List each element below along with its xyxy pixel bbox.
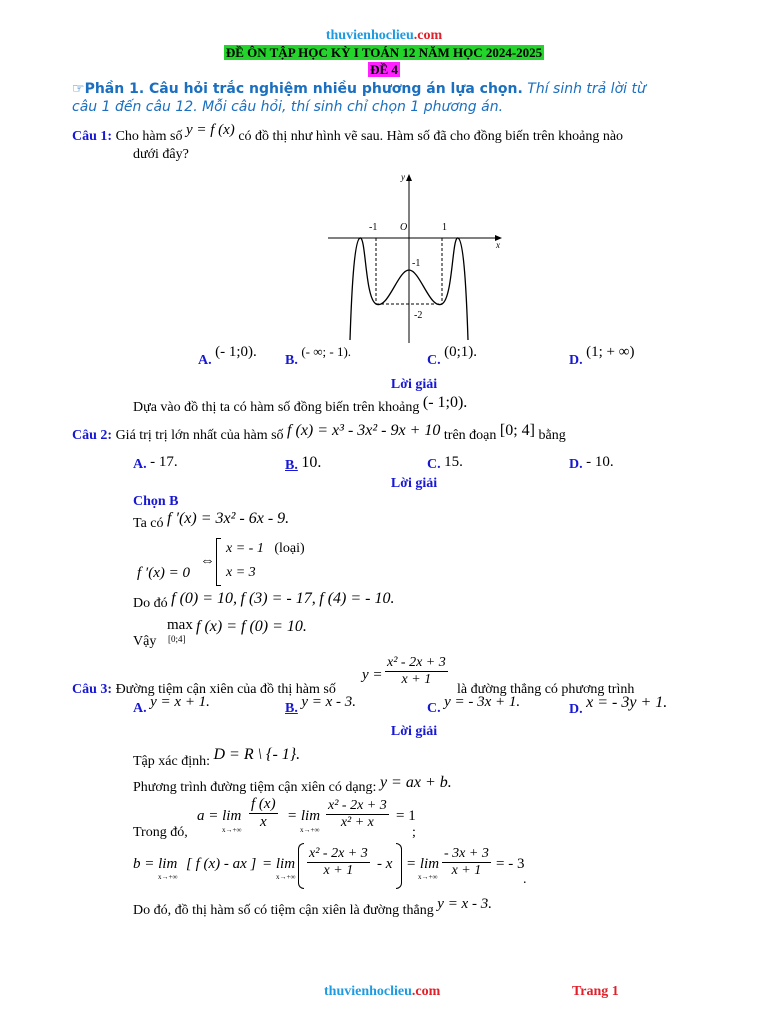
intercept-b-lim-sub2: x→+∞ — [276, 873, 296, 881]
question-2-stem: Câu 2: Giá trị trị lớn nhất của hàm số f (x) = x³ - 3x² - 9x + 10 trên đoạn [0; 4] bằng — [72, 422, 566, 443]
question-1-option-c[interactable]: C. (0;1). — [427, 344, 478, 368]
intercept-b-frac2: $\frac{- 3x + 3}{x + 1}$ — [444, 846, 489, 878]
slope-a-frac1: $\frac{f (x)}{x}$ — [251, 796, 276, 830]
question-2-solution-heading: Lời giải — [390, 476, 438, 491]
tick-label-y-neg1: -1 — [412, 258, 421, 269]
footer-site-logo: thuvienhoclieu.com — [324, 984, 441, 999]
question-2-conclusion-label: Vậy — [133, 634, 157, 649]
question-2-max-value: f (x) = f (0) = 10. — [196, 618, 307, 635]
question-3-option-c[interactable]: C. y = - 3x + 1. — [427, 694, 521, 716]
question-2-values: Do đó f (0) = 10, f (3) = - 17, f (4) = - 10. — [133, 590, 395, 611]
intercept-b-minus-x: - x — [377, 856, 393, 872]
critical-point-1: x = - 1 (loại) — [226, 541, 305, 556]
page-number: Trang 1 — [572, 984, 619, 999]
question-1-solution-text: Dựa vào đồ thị ta có hàm số đồng biến trên khoảng (- 1;0). — [133, 394, 468, 415]
question-2-option-d[interactable]: D. - 10. — [569, 454, 614, 472]
tick-label-x-neg1: -1 — [369, 222, 378, 233]
exam-title: ĐỀ ÔN TẬP HỌC KỲ I TOÁN 12 NĂM HỌC 2024-2025 — [225, 45, 543, 60]
intercept-b-frac1: $\frac{\text{x² - 2x + 3}}{x + 1}$ — [309, 846, 368, 878]
question-2-chosen: Chọn B — [133, 494, 179, 509]
part1-instruction: câu 1 đến câu 12. Mỗi câu hỏi, thí sinh chỉ chọn 1 phương án. — [72, 99, 504, 115]
slope-a-eq: = lim — [287, 808, 321, 824]
question-3-option-a[interactable]: A. y = x + 1. — [133, 694, 210, 716]
intercept-b-eq2: = lim — [406, 856, 440, 872]
slope-a-result: = 1 — [396, 808, 416, 824]
slope-a-lim-sub: x→+∞ — [222, 826, 242, 834]
question-1-option-d[interactable]: D. (1; + ∞) — [569, 344, 635, 368]
intercept-b-eq: = lim — [262, 856, 296, 872]
question-3-option-b[interactable]: B. y = x - 3. — [285, 694, 357, 716]
exam-code: ĐỀ 4 — [370, 62, 398, 77]
max-interval: [0;4] — [168, 634, 186, 644]
intercept-b-lim-sub: x→+∞ — [158, 873, 178, 881]
intercept-b-lim: b = lim — [133, 856, 178, 872]
x-axis-label: x — [496, 240, 500, 250]
critical-point-2: x = 3 — [226, 565, 256, 580]
slope-a-lim-sub2: x→+∞ — [300, 826, 320, 834]
site-header-logo: thuvienhoclieu.com — [325, 28, 443, 43]
question-2-derivative: Ta có f ′(x) = 3x² - 6x - 9. — [133, 510, 290, 531]
question-1-option-b[interactable]: B. (- ∞; - 1). — [285, 344, 352, 368]
question-3-conclusion: Do đó, đồ thị hàm số có tiệm cận xiên là đường thẳng y = x - 3. — [133, 896, 492, 918]
pointing-hand-icon: ☞ — [72, 81, 85, 97]
y-axis-label: y — [401, 172, 405, 182]
question-2-option-b[interactable]: B. 10. — [285, 454, 322, 473]
tick-label-x-1: 1 — [442, 222, 447, 233]
max-operator: max — [167, 617, 193, 633]
tick-label-y-neg2: -2 — [414, 310, 423, 321]
intercept-b-bracket: [ f (x) - ax ] — [186, 856, 257, 872]
question-1-stem-cont: dưới đây? — [133, 147, 189, 162]
origin-label: O — [400, 222, 408, 233]
function-graph — [320, 168, 510, 348]
intercept-b-lim-sub3: x→+∞ — [418, 873, 438, 881]
slope-a-frac2: $\frac{\text{x² - 2x + 3}}{\text{x² + x}}$ — [328, 798, 387, 830]
question-3-func-lhs: y = — [362, 667, 383, 683]
system-bracket — [216, 538, 221, 586]
question-1-stem: Câu 1: Cho hàm số y = f (x) có đồ thị như hình vẽ sau. Hàm số đã cho đồng biến trên khoảng nào — [72, 122, 624, 144]
question-2-option-a[interactable]: A. - 17. — [133, 454, 178, 472]
question-2-critical-lhs: f ′(x) = 0 — [137, 565, 190, 581]
intercept-b-end: . — [523, 872, 527, 887]
question-2-option-c[interactable]: C. 15. — [427, 454, 463, 472]
paren-right — [396, 843, 402, 889]
equivalence-arrow-icon: ⇔ — [200, 553, 215, 569]
part1-heading: ☞Phần 1. Câu hỏi trắc nghiệm nhiều phương án lựa chọn. Thí sinh trả lời từ — [72, 81, 646, 97]
question-3-stem: Câu 3: Đường tiệm cận xiên của đồ thị hàm số — [72, 682, 336, 697]
question-3-solution-heading: Lời giải — [390, 724, 438, 739]
intercept-b-result: = - 3 — [496, 856, 525, 872]
y-axis-arrow-icon — [406, 174, 412, 181]
slope-a-end: ; — [412, 825, 416, 840]
slope-a-lim: a = lim — [197, 808, 242, 824]
question-3-stem-end: là đường thẳng có phương trình — [457, 682, 635, 697]
paren-left — [298, 843, 304, 889]
question-3-option-d[interactable]: D. x = - 3y + 1. — [569, 694, 668, 717]
question-1-option-a[interactable]: A. (- 1;0). — [198, 344, 257, 368]
question-3-asymptote-form: Phương trình đường tiệm cận xiên có dạng: y = ax + b. — [133, 774, 452, 795]
trong-do-label: Trong đó, — [133, 825, 188, 840]
question-3-domain: Tập xác định: D = R \ {- 1}. — [133, 746, 301, 769]
question-1-solution-heading: Lời giải — [390, 377, 438, 392]
question-3-func: $\frac{\text{x² - 2x + 3}}{x + 1}$ — [387, 655, 446, 687]
